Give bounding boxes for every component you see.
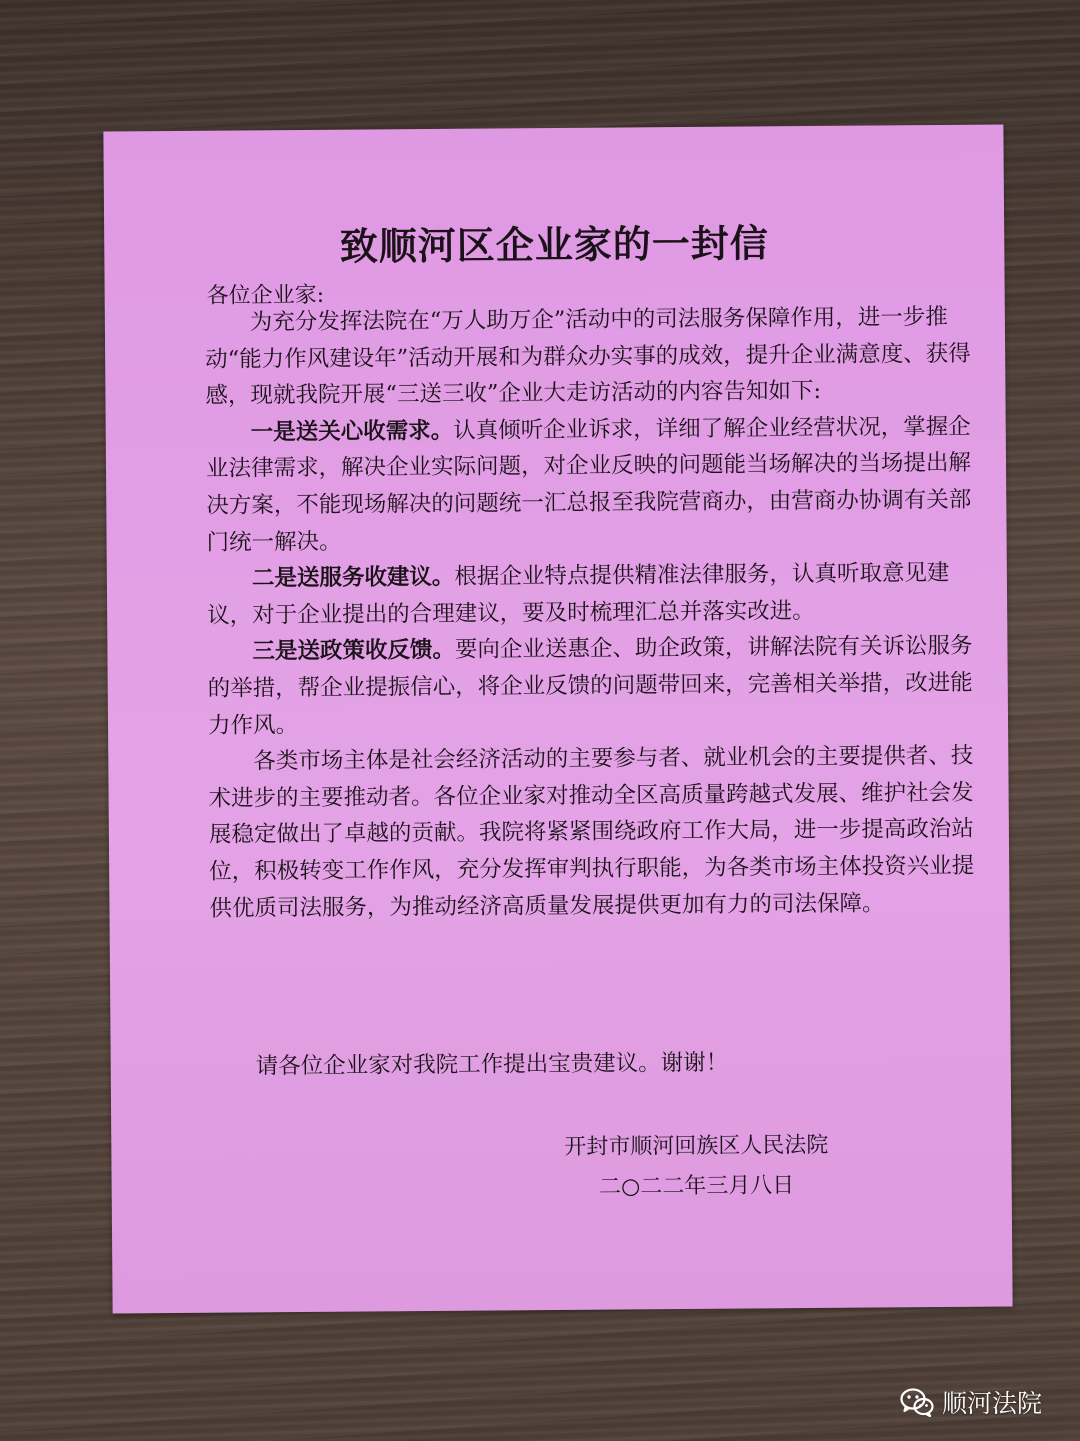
item-lead-3: 三是送政策收反馈。 [252, 637, 456, 665]
item-text-3: 要向企业送惠企、助企政策，讲解法院有关诉讼服务的举措，帮企业提振信心，将企业反馈的问题带回来，完善相关举措，改进能力作风。 [207, 633, 973, 739]
signature-block [536, 1126, 857, 1209]
item-text-1: 认真倾听企业诉求，详细了解企业经营状况，掌握企业法律需求，解决企业实际问题，对企业反映的问题能当场解决的当场提出解决方案，不能现场解决的问题统一汇总报至我院营商办，由营商办协调有关部门统一解决。 [205, 413, 972, 556]
conclusion-paragraph: 各类市场主体是社会经济活动的主要参与者、就业机会的主要提供者、技术进步的主要推动者。各位企业家对推动全区高质量跨越式发展、维护社会发展稳定做出了卓越的贡献。我院将紧紧围绕政府工作大局，进一步提高政治站位，积极转变工作作风，充分发挥审判执行职能，为各类市场主体投资兴业提供优质司法服务，为推动经济高质量发展提供更加有力的司法保障。 [208, 742, 975, 922]
letter-body [205, 299, 996, 927]
item-text-2: 根据企业特点提供精准法律服务，认真听取意见建议，对于企业提出的合理建议，要及时梳理汇总并落实改进。 [207, 560, 950, 629]
account-watermark [900, 1384, 1042, 1420]
letter-paper [103, 124, 1012, 1313]
item-lead-1: 一是送关心收需求。 [250, 417, 454, 446]
item-paragraph-3 [207, 628, 994, 744]
closing-line: 请各位企业家对我院工作提出宝贵建议。谢谢！ [255, 1049, 729, 1080]
watermark-label: 顺河法院 [941, 1389, 1042, 1418]
intro-paragraph: 为充分发挥法院在“万人助万企”活动中的司法服务保障作用，进一步推动“能力作风建设年”活动开展和为群众办实事的成效，提升企业满意度、获得感，现就我院开展“三送三收”企业大走访活动的内容告知如下: [205, 303, 971, 409]
item-paragraph-2 [207, 555, 994, 634]
item-lead-2: 二是送服务收建议。 [251, 563, 455, 592]
item-paragraph-1 [206, 408, 993, 561]
signature-organization: 开封市顺河回族区人民法院 [564, 1132, 829, 1160]
signature-date: 二○二二年三月八日 [598, 1173, 795, 1200]
letter-greeting: 各位企业家: [206, 282, 325, 309]
letter-title: 致顺河区企业家的一封信 [339, 220, 769, 269]
wechat-icon [900, 1387, 934, 1417]
